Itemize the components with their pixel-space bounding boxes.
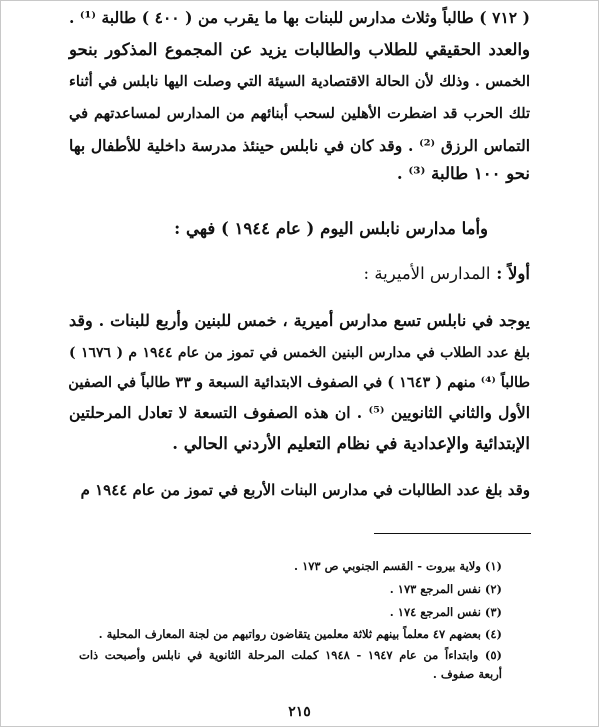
footnote: (٣) نفس المرجع ١٧٤ .	[389, 605, 502, 619]
page-number: ٢١٥	[288, 704, 311, 720]
text-line: نحو ١٠٠ طالبة ⁽³⁾ .	[396, 164, 530, 183]
paragraph-3: وقد بلغ عدد الطالبات في مدارس البنات الأربع في تموز من عام ١٩٤٤ م	[80, 481, 530, 499]
text-line: طالباً ⁽⁴⁾ منهم ( ١٦٤٣ ) في الصفوف الابتدائية السبعة و ٣٣ طالباً في الصفين	[68, 374, 530, 391]
section-intro: وأما مدارس نابلس اليوم ( عام ١٩٤٤ ) فهي :	[174, 219, 488, 238]
footnote: (٥) وابتداءاً من عام ١٩٤٧ - ١٩٤٨ كملت المرحلة الثانوية في نابلس وأصبحت ذات	[79, 648, 502, 662]
text-line: والعدد الحقيقي للطلاب والطالبات يزيد عن المجموع المذكور بنحو	[69, 40, 530, 59]
text-line: التماس الرزق ⁽²⁾ . وقد كان في نابلس حينئذ مدرسة داخلية للأطفال بها	[69, 136, 530, 155]
footnote: (١) ولاية بيروت - القسم الجنوبي ص ١٧٣ .	[294, 559, 502, 573]
text-line: ( ٧١٢ ) طالباً وثلاث مدارس للبنات بها ما يقرب من ( ٤٠٠ ) طالبة ⁽¹⁾ .	[69, 8, 530, 27]
text-line: تلك الحرب قد اضطرت الأهلين لسحب أبنائهم من المدارس لمساعدتهم في	[69, 105, 530, 122]
footnote: (٤) بعضهم ٤٧ معلماً بينهم ثلاثة معلمين يتقاضون رواتبهم من لجنة المعارف المحلية .	[98, 627, 502, 641]
text-line: الإبتدائية والإعدادية في نظام التعليم الأردني الحالي .	[172, 434, 530, 453]
text-line: الأول والثاني الثانويين ⁽⁵⁾ . ان هذه الصفوف التسعة لا تعادل المرحلتين	[69, 403, 531, 422]
text-line: بلغ عدد الطلاب في مدارس البنين الخمس في تموز من عام ١٩٤٤ م ( ١٦٧٦ )	[69, 345, 530, 361]
text-line: الخمس . وذلك لأن الحالة الاقتصادية السيئة التي وصلت اليها نابلس في أثناء	[69, 73, 530, 90]
text-line: يوجد في نابلس تسع مدارس أميرية ، خمس للبنين وأربع للبنات . وقد	[69, 311, 530, 330]
footnote-divider	[374, 533, 531, 534]
heading-text: المدارس الأميرية :	[363, 264, 491, 283]
heading-label: أولاً :	[496, 264, 530, 283]
footnote: (٢) نفس المرجع ١٧٣ .	[389, 582, 502, 596]
section-heading	[69, 262, 530, 286]
footnote-continuation: أربعة صفوف .	[432, 667, 502, 681]
